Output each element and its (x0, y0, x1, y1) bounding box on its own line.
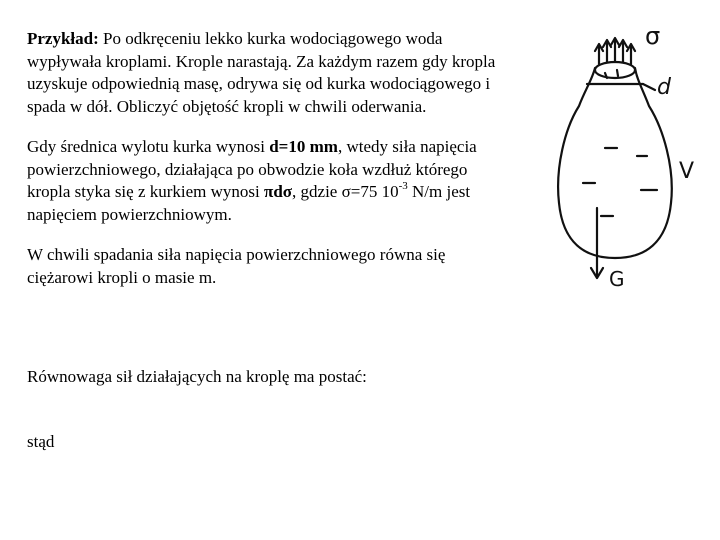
falling-line-1: W chwili spadania siła napięcia powierzchniowego równa się (27, 245, 446, 264)
hence-text: stąd (27, 432, 55, 451)
tension-line-3: kropla styka się z kurkiem wynosi πdσ, gdzie σ=75 $10^{-3}$ N/m jest (27, 180, 471, 201)
exponent: -3 (398, 180, 408, 193)
tension-line-2: powierzchniowego, działająca po obwodzie koła wzdłuż którego (27, 159, 468, 179)
tension-line-1: Gdy średnica wylotu kurka wynosi d=10 mm, wtedy siła napięcia (27, 137, 477, 156)
equilibrium-text: Równowaga sił działających na kroplę ma postać: (27, 367, 367, 386)
faucet-opening (595, 62, 635, 78)
example-label: Przykład: (27, 29, 99, 48)
droplet-outline (558, 68, 672, 258)
falling-paragraph (27, 244, 507, 289)
tension-formula: πdσ (264, 182, 293, 201)
sigma-label: σ (645, 22, 661, 50)
problem-statement (27, 28, 537, 118)
volume-label: V (679, 159, 695, 184)
diameter-label: d (657, 75, 671, 100)
problem-line-3: uzyskuje odpowiednią masę, odrywa się od kurka wodociągowego i (27, 74, 491, 93)
problem-line-2: wypływała kroplami. Krople narastają. Za każdym razem gdy kropla (27, 51, 496, 71)
weight-label: G (609, 267, 625, 291)
problem-line-1: Przykład: Po odkręceniu lekko kurka wodociągowego woda (27, 29, 443, 48)
volume-marks (583, 148, 657, 216)
falling-line-2: ciężarowi kropli o masie m. (27, 267, 217, 287)
tension-line-4: napięciem powierzchniowym. (27, 204, 232, 224)
droplet-figure (545, 18, 715, 298)
surface-tension-paragraph (27, 136, 517, 226)
diameter-value: d=10 mm (269, 137, 338, 156)
problem-line-4: spada w dół. Obliczyć objętość kropli w chwili oderwania. (27, 96, 427, 116)
